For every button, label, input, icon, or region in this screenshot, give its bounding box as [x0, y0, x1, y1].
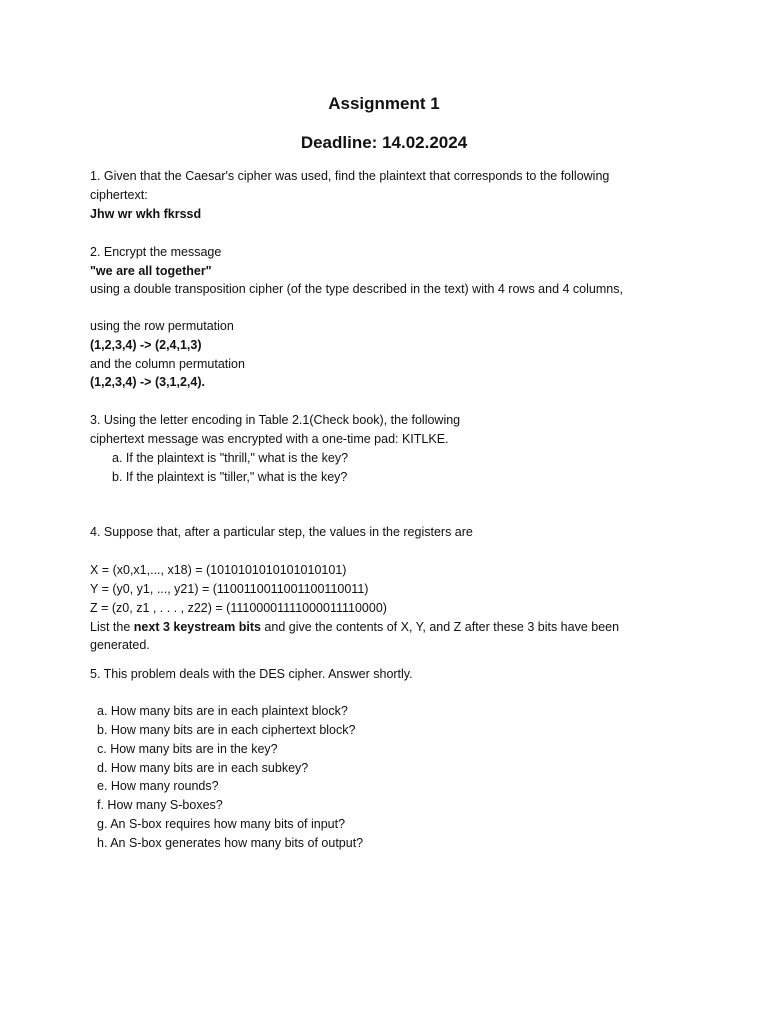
q5-item-e: e. How many rounds? [97, 779, 219, 793]
assignment-title: Assignment 1 [328, 94, 440, 113]
q4-list-bold: next 3 keystream bits [133, 620, 261, 634]
q5-item-b: b. How many bits are in each ciphertext block? [97, 723, 356, 737]
q5-item-g: g. An S-box requires how many bits of input? [97, 817, 346, 831]
q2-message: "we are all together" [90, 264, 212, 278]
deadline-heading: Deadline: 14.02.2024 [300, 133, 468, 152]
q2-row-label: using the row permutation [90, 319, 234, 333]
q2-row-perm: (1,2,3,4) -> (2,4,1,3) [90, 338, 202, 352]
q5-item-c: c. How many bits are in the key? [97, 742, 278, 756]
q4-list-post: and give the contents of X, Y, and Z after these 3 bits have been [260, 620, 620, 634]
q5-item-d: d. How many bits are in each subkey? [97, 761, 309, 775]
q4-register-x: X = (x0,x1,..., x18) = (1010101010101010101) [90, 563, 347, 577]
q2-line1: 2. Encrypt the message [90, 245, 222, 259]
q5-item-h: h. An S-box generates how many bits of output? [97, 836, 364, 850]
q4-line1: 4. Suppose that, after a particular step, the values in the registers are [90, 525, 473, 539]
q3-item-a: a. If the plaintext is "thrill," what is the key? [112, 451, 349, 465]
q4-register-z: Z = (z0, z1 , . . . , z22) = (11100001111000011110000) [90, 601, 387, 615]
q4-register-y: Y = (y0, y1, ..., y21) = (1100110011001100110011) [90, 582, 369, 596]
q5-line1: 5. This problem deals with the DES cipher. Answer shortly. [90, 667, 413, 681]
q3-line2: ciphertext message was encrypted with a one-time pad: KITLKE. [90, 432, 449, 446]
q3-item-b: b. If the plaintext is "tiller," what is the key? [112, 470, 348, 484]
q3-line1: 3. Using the letter encoding in Table 2.1(Check book), the following [90, 413, 461, 427]
q4-list-pre: List the [90, 620, 134, 634]
q4-list-line [90, 619, 619, 635]
q5-item-f: f. How many S-boxes? [97, 798, 223, 812]
q2-line3: using a double transposition cipher (of the type described in the text) with 4 rows and 4 columns, [90, 282, 623, 296]
q2-col-label: and the column permutation [90, 357, 245, 371]
q4-line-last: generated. [90, 638, 150, 652]
q5-item-a: a. How many bits are in each plaintext block? [97, 704, 348, 718]
q1-line2: ciphertext: [90, 188, 148, 202]
q1-ciphertext: Jhw wr wkh fkrssd [90, 207, 202, 221]
q2-col-perm: (1,2,3,4) -> (3,1,2,4). [90, 375, 205, 389]
q1-line1: 1. Given that the Caesar's cipher was used, find the plaintext that corresponds to the following [90, 169, 610, 183]
